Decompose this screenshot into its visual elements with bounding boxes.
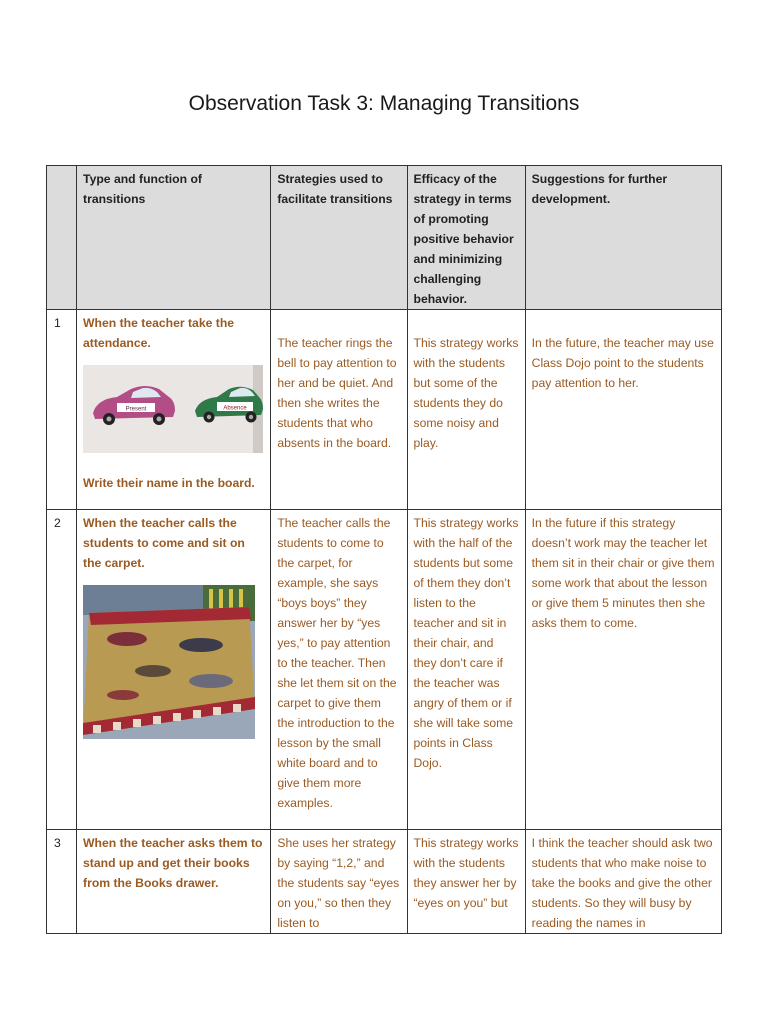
type-text: When the teacher calls the students to come and sit on the carpet. bbox=[83, 516, 245, 570]
type-text: When the teacher take the attendance. bbox=[83, 316, 235, 350]
suggestion-text: I think the teacher should ask two students that who make noise to take the books and give the other students. So they will busy by reading the names in bbox=[531, 836, 713, 930]
strategy-text: The teacher rings the bell to pay attention to her and be quiet. And then she writes the students that who absents in the board. bbox=[277, 336, 397, 450]
suggestion-cell bbox=[525, 830, 721, 934]
photo-label-present: Present bbox=[125, 406, 147, 413]
strategy-cell bbox=[271, 830, 407, 934]
type-extra-text: Write their name in the board. bbox=[83, 476, 255, 490]
table-header-row bbox=[47, 166, 722, 310]
type-cell bbox=[77, 830, 271, 934]
type-cell bbox=[77, 510, 271, 830]
table-row bbox=[47, 310, 722, 510]
efficacy-text: This strategy works with the students but some of the students they do some noisy and play. bbox=[413, 336, 519, 450]
header-cell-efficacy: Efficacy of the strategy in terms of promoting positive behavior and minimizing challenging behavior. bbox=[407, 166, 525, 310]
row-number: 1 bbox=[47, 310, 77, 510]
strategy-cell bbox=[271, 310, 407, 510]
carpet-photo bbox=[83, 585, 255, 739]
type-cell bbox=[77, 310, 271, 510]
suggestion-cell bbox=[525, 310, 721, 510]
suggestion-text: In the future, the teacher may use Class Dojo point to the students pay attention to her. bbox=[531, 336, 714, 390]
header-cell-suggestions: Suggestions for further development. bbox=[525, 166, 721, 310]
row-number: 3 bbox=[47, 830, 77, 934]
efficacy-cell bbox=[407, 310, 525, 510]
suggestion-text: In the future if this strategy doesn’t work may the teacher let them sit in their chair or give them some work that about the lesson or give them 5 minutes then she asks them to come. bbox=[531, 516, 715, 630]
photo-label-absence: Absence bbox=[223, 405, 247, 412]
transitions-table bbox=[46, 165, 722, 934]
header-cell-type: Type and function of transitions bbox=[77, 166, 271, 310]
strategy-text: The teacher calls the students to come to the carpet, for example, she says “boys boys” they answer her by “yes yes,” to pay attention to the teacher. Then she let them sit on the carpet to give them the introduction to the lesson by the small white board and to give them more examples. bbox=[277, 516, 397, 810]
attendance-cars-photo bbox=[83, 365, 263, 453]
header-cell-number bbox=[47, 166, 77, 310]
page-title: Observation Task 3: Managing Transitions bbox=[188, 92, 580, 115]
strategy-text: She uses her strategy by saying “1,2,” and the students say “eyes on you,” so then they listen to bbox=[277, 836, 400, 930]
table-row bbox=[47, 510, 722, 830]
type-text: When the teacher asks them to stand up and get their books from the Books drawer. bbox=[83, 836, 263, 890]
strategy-cell bbox=[271, 510, 407, 830]
efficacy-text: This strategy works with the half of the students but some of them they don’t listen to the teacher and sit in their chair, and they don’t care if the teacher was angry of them or if she will take some points in Class Dojo. bbox=[413, 516, 519, 770]
efficacy-text: This strategy works with the students they answer her by “eyes on you” but bbox=[413, 836, 519, 910]
table-row bbox=[47, 830, 722, 934]
suggestion-cell bbox=[525, 510, 721, 830]
header-cell-strategies: Strategies used to facilitate transitions bbox=[271, 166, 407, 310]
row-number: 2 bbox=[47, 510, 77, 830]
efficacy-cell bbox=[407, 510, 525, 830]
efficacy-cell bbox=[407, 830, 525, 934]
